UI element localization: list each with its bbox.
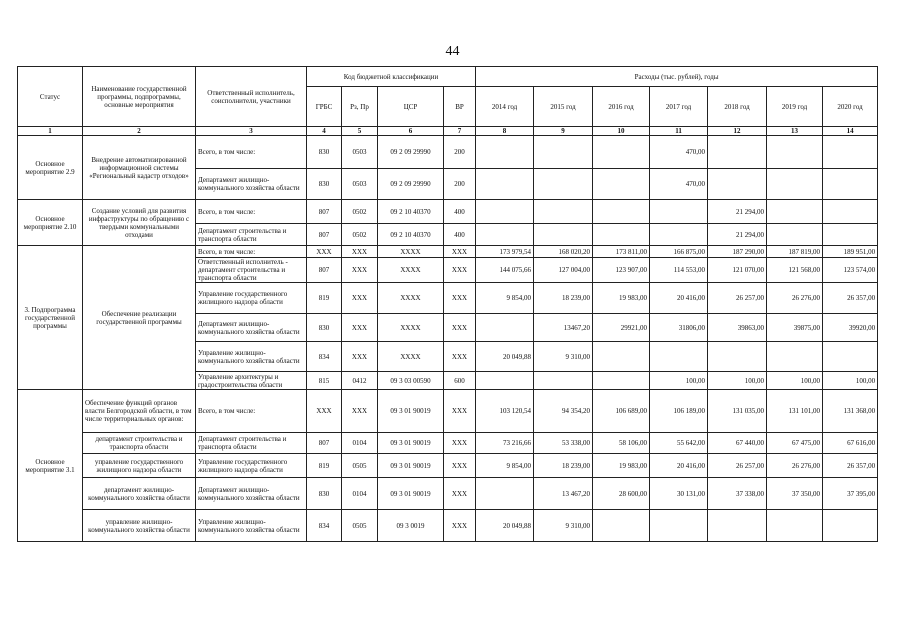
- grbs-cell: 830: [307, 136, 342, 169]
- expense-cell: 9 854,00: [476, 454, 534, 478]
- page-number: 44: [445, 44, 460, 59]
- rzpr-cell: 0104: [342, 478, 378, 510]
- column-index: 3: [196, 127, 307, 136]
- header-rzpr: Рз, Пр: [342, 87, 378, 127]
- responsible-cell: Всего, в том числе:: [196, 246, 307, 258]
- status-cell: Основное мероприятие 2.10: [18, 200, 83, 246]
- csr-cell: 09 3 03 00590: [378, 372, 444, 390]
- column-index: 8: [476, 127, 534, 136]
- vr-cell: ХХХ: [444, 283, 476, 314]
- expense-cell: 106 689,00: [593, 390, 650, 433]
- table-row: [18, 510, 878, 542]
- rzpr-cell: 0412: [342, 372, 378, 390]
- vr-cell: ХХХ: [444, 510, 476, 542]
- expense-cell: 94 354,20: [534, 390, 593, 433]
- expense-cell: 67 475,00: [767, 433, 823, 454]
- expense-cell: 26 276,00: [767, 283, 823, 314]
- grbs-cell: 819: [307, 283, 342, 314]
- column-index: 14: [823, 127, 878, 136]
- csr-cell: 09 3 01 90019: [378, 433, 444, 454]
- expense-cell: [476, 314, 534, 342]
- expense-cell: 127 004,00: [534, 258, 593, 283]
- expense-cell: 114 553,00: [650, 258, 708, 283]
- expense-cell: [650, 342, 708, 372]
- expense-cell: [476, 478, 534, 510]
- csr-cell: 09 3 0019: [378, 510, 444, 542]
- expense-cell: 100,00: [708, 372, 767, 390]
- expense-cell: 20 049,88: [476, 342, 534, 372]
- header-grbs: ГРБС: [307, 87, 342, 127]
- expense-cell: [823, 342, 878, 372]
- expense-cell: [650, 200, 708, 224]
- expense-cell: 103 120,54: [476, 390, 534, 433]
- header-year-2015: 2015 год: [534, 87, 593, 127]
- expense-cell: 20 416,00: [650, 283, 708, 314]
- column-index: 4: [307, 127, 342, 136]
- csr-cell: 09 3 01 90019: [378, 478, 444, 510]
- expense-cell: [708, 136, 767, 169]
- table-row: [18, 390, 878, 433]
- status-cell: 3. Подпрограмма государственной программы: [18, 246, 83, 390]
- expense-cell: [767, 224, 823, 246]
- header-budget-code: Код бюджетной классификации: [307, 67, 476, 87]
- expense-cell: 173 979,54: [476, 246, 534, 258]
- vr-cell: 200: [444, 169, 476, 200]
- expense-cell: 58 106,00: [593, 433, 650, 454]
- csr-cell: 09 2 10 40370: [378, 224, 444, 246]
- program-name-cell: департамент строительства и транспорта области: [83, 433, 196, 454]
- header-year-2018: 2018 год: [708, 87, 767, 127]
- csr-cell: ХХХХ: [378, 283, 444, 314]
- expense-cell: 9 310,00: [534, 510, 593, 542]
- expense-cell: 121 568,00: [767, 258, 823, 283]
- rzpr-cell: 0503: [342, 136, 378, 169]
- rzpr-cell: ХХХ: [342, 258, 378, 283]
- expense-cell: 73 216,66: [476, 433, 534, 454]
- vr-cell: 600: [444, 372, 476, 390]
- expense-cell: 37 350,00: [767, 478, 823, 510]
- grbs-cell: 830: [307, 478, 342, 510]
- grbs-cell: 830: [307, 314, 342, 342]
- header-year-2016: 2016 год: [593, 87, 650, 127]
- csr-cell: 09 2 09 29990: [378, 169, 444, 200]
- program-name-cell: Внедрение автоматизированной информационной системы «Региональный кадастр отходов»: [83, 136, 196, 200]
- csr-cell: ХХХХ: [378, 314, 444, 342]
- program-name-cell: управление жилищно-коммунального хозяйства области: [83, 510, 196, 542]
- expense-cell: [767, 200, 823, 224]
- expense-cell: 131 035,00: [708, 390, 767, 433]
- expense-cell: [767, 342, 823, 372]
- vr-cell: 200: [444, 136, 476, 169]
- column-index: 9: [534, 127, 593, 136]
- header-csr: ЦСР: [378, 87, 444, 127]
- grbs-cell: 830: [307, 169, 342, 200]
- grbs-cell: 834: [307, 510, 342, 542]
- expense-cell: 19 983,00: [593, 454, 650, 478]
- grbs-cell: ХХХ: [307, 246, 342, 258]
- expense-cell: [593, 224, 650, 246]
- expense-cell: [823, 510, 878, 542]
- status-cell: Основное мероприятие 3.1: [18, 390, 83, 542]
- expense-cell: 166 875,00: [650, 246, 708, 258]
- expense-cell: 144 075,66: [476, 258, 534, 283]
- responsible-cell: Департамент жилищно-коммунального хозяйства области: [196, 478, 307, 510]
- table-body: [18, 136, 878, 542]
- header-responsible: Ответственный исполнитель, соисполнители, участники: [196, 67, 307, 127]
- column-index-row: [18, 127, 878, 136]
- expense-cell: 13467,20: [534, 314, 593, 342]
- expense-cell: 20 416,00: [650, 454, 708, 478]
- expense-cell: [476, 169, 534, 200]
- expense-cell: [593, 136, 650, 169]
- expense-cell: [767, 510, 823, 542]
- grbs-cell: 807: [307, 258, 342, 283]
- csr-cell: ХХХХ: [378, 258, 444, 283]
- expense-cell: [593, 372, 650, 390]
- csr-cell: 09 3 01 90019: [378, 454, 444, 478]
- vr-cell: 400: [444, 200, 476, 224]
- program-name-cell: департамент жилищно-коммунального хозяйства области: [83, 478, 196, 510]
- column-index: 6: [378, 127, 444, 136]
- expense-cell: 20 049,88: [476, 510, 534, 542]
- rzpr-cell: ХХХ: [342, 342, 378, 372]
- expense-cell: 21 294,00: [708, 200, 767, 224]
- column-index: 1: [18, 127, 83, 136]
- expense-cell: 28 600,00: [593, 478, 650, 510]
- expense-cell: 18 239,00: [534, 454, 593, 478]
- expense-cell: 123 907,00: [593, 258, 650, 283]
- grbs-cell: 807: [307, 200, 342, 224]
- column-index: 11: [650, 127, 708, 136]
- expense-cell: 189 951,00: [823, 246, 878, 258]
- expense-cell: [476, 200, 534, 224]
- expense-cell: 187 819,00: [767, 246, 823, 258]
- expense-cell: 131 368,00: [823, 390, 878, 433]
- responsible-cell: Ответственный исполнитель - департамент строительства и транспорта области: [196, 258, 307, 283]
- expense-cell: [823, 224, 878, 246]
- expense-cell: [650, 510, 708, 542]
- rzpr-cell: 0503: [342, 169, 378, 200]
- responsible-cell: Департамент строительства и транспорта области: [196, 224, 307, 246]
- header-year-2019: 2019 год: [767, 87, 823, 127]
- expense-cell: 100,00: [767, 372, 823, 390]
- responsible-cell: Управление государственного жилищного надзора области: [196, 283, 307, 314]
- responsible-cell: Департамент строительства и транспорта области: [196, 433, 307, 454]
- expense-cell: 13 467,20: [534, 478, 593, 510]
- vr-cell: ХХХ: [444, 390, 476, 433]
- vr-cell: ХХХ: [444, 258, 476, 283]
- expense-cell: 29921,00: [593, 314, 650, 342]
- expense-cell: 26 257,00: [708, 454, 767, 478]
- column-index: 5: [342, 127, 378, 136]
- grbs-cell: 807: [307, 433, 342, 454]
- table-row: [18, 478, 878, 510]
- expense-cell: [823, 200, 878, 224]
- rzpr-cell: ХХХ: [342, 246, 378, 258]
- vr-cell: ХХХ: [444, 314, 476, 342]
- expense-cell: 26 357,00: [823, 454, 878, 478]
- expense-cell: 37 338,00: [708, 478, 767, 510]
- expense-cell: 53 338,00: [534, 433, 593, 454]
- program-name-cell: Создание условий для развития инфраструктуры по обращению с твердыми коммунальными отходами: [83, 200, 196, 246]
- vr-cell: ХХХ: [444, 342, 476, 372]
- column-index: 2: [83, 127, 196, 136]
- header-year-2017: 2017 год: [650, 87, 708, 127]
- expense-cell: 131 101,00: [767, 390, 823, 433]
- responsible-cell: Всего, в том числе:: [196, 390, 307, 433]
- expense-cell: 187 290,00: [708, 246, 767, 258]
- expense-cell: [708, 510, 767, 542]
- responsible-cell: Департамент жилищно-коммунального хозяйства области: [196, 169, 307, 200]
- expense-cell: [650, 224, 708, 246]
- column-index: 13: [767, 127, 823, 136]
- vr-cell: ХХХ: [444, 433, 476, 454]
- expense-cell: [593, 342, 650, 372]
- column-index: 10: [593, 127, 650, 136]
- responsible-cell: Управление архитектуры и градостроительства области: [196, 372, 307, 390]
- expense-cell: 26 357,00: [823, 283, 878, 314]
- header-name: Наименование государственной программы, подпрограммы, основные мероприятия: [83, 67, 196, 127]
- csr-cell: ХХХХ: [378, 246, 444, 258]
- responsible-cell: Всего, в том числе:: [196, 136, 307, 169]
- responsible-cell: Департамент жилищно-коммунального хозяйства области: [196, 314, 307, 342]
- expense-cell: [534, 200, 593, 224]
- expense-cell: 100,00: [650, 372, 708, 390]
- vr-cell: ХХХ: [444, 246, 476, 258]
- expense-cell: 67 616,00: [823, 433, 878, 454]
- grbs-cell: ХХХ: [307, 390, 342, 433]
- expense-cell: [476, 372, 534, 390]
- responsible-cell: Управление жилищно-коммунального хозяйства области: [196, 510, 307, 542]
- expense-cell: [708, 342, 767, 372]
- program-name-cell: Обеспечение реализации государственной программы: [83, 246, 196, 390]
- vr-cell: ХХХ: [444, 454, 476, 478]
- expense-cell: [534, 372, 593, 390]
- table-row: [18, 246, 878, 258]
- expense-cell: 470,00: [650, 169, 708, 200]
- expense-cell: 19 983,00: [593, 283, 650, 314]
- table-row: [18, 200, 878, 224]
- header-vr: ВР: [444, 87, 476, 127]
- expense-cell: 173 811,00: [593, 246, 650, 258]
- expense-cell: 30 131,00: [650, 478, 708, 510]
- expense-cell: [708, 169, 767, 200]
- expense-cell: [593, 510, 650, 542]
- expense-cell: 9 854,00: [476, 283, 534, 314]
- expense-cell: [593, 169, 650, 200]
- grbs-cell: 815: [307, 372, 342, 390]
- expense-cell: [823, 136, 878, 169]
- expense-cell: 39875,00: [767, 314, 823, 342]
- expense-cell: [823, 169, 878, 200]
- expense-cell: [476, 136, 534, 169]
- expense-cell: 100,00: [823, 372, 878, 390]
- header-year-2020: 2020 год: [823, 87, 878, 127]
- expense-cell: [476, 224, 534, 246]
- expense-cell: 18 239,00: [534, 283, 593, 314]
- expense-cell: 106 189,00: [650, 390, 708, 433]
- rzpr-cell: 0505: [342, 454, 378, 478]
- expense-cell: [534, 136, 593, 169]
- program-name-cell: управление государственного жилищного надзора области: [83, 454, 196, 478]
- table-row: [18, 433, 878, 454]
- expense-cell: 123 574,00: [823, 258, 878, 283]
- rzpr-cell: 0502: [342, 224, 378, 246]
- expense-cell: 31806,00: [650, 314, 708, 342]
- responsible-cell: Управление жилищно-коммунального хозяйства области: [196, 342, 307, 372]
- table-row: [18, 136, 878, 169]
- expense-cell: 55 642,00: [650, 433, 708, 454]
- grbs-cell: 819: [307, 454, 342, 478]
- header-status: Статус: [18, 67, 83, 127]
- program-name-cell: Обеспечение функций органов власти Белгородской области, в том числе территориальных органов:: [83, 390, 196, 433]
- vr-cell: ХХХ: [444, 478, 476, 510]
- grbs-cell: 834: [307, 342, 342, 372]
- rzpr-cell: 0104: [342, 433, 378, 454]
- expense-cell: [593, 200, 650, 224]
- csr-cell: 09 3 01 90019: [378, 390, 444, 433]
- expense-cell: 470,00: [650, 136, 708, 169]
- expense-cell: 26 276,00: [767, 454, 823, 478]
- csr-cell: 09 2 09 29990: [378, 136, 444, 169]
- rzpr-cell: 0502: [342, 200, 378, 224]
- expense-cell: 26 257,00: [708, 283, 767, 314]
- table-row: [18, 454, 878, 478]
- rzpr-cell: ХХХ: [342, 390, 378, 433]
- expense-cell: 21 294,00: [708, 224, 767, 246]
- status-cell: Основное мероприятие 2.9: [18, 136, 83, 200]
- column-index: 7: [444, 127, 476, 136]
- responsible-cell: Всего, в том числе:: [196, 200, 307, 224]
- expense-cell: 37 395,00: [823, 478, 878, 510]
- expense-cell: 121 070,00: [708, 258, 767, 283]
- header-year-2014: 2014 год: [476, 87, 534, 127]
- expense-cell: 168 020,20: [534, 246, 593, 258]
- expense-cell: [767, 169, 823, 200]
- grbs-cell: 807: [307, 224, 342, 246]
- expense-cell: 9 310,00: [534, 342, 593, 372]
- expense-cell: [767, 136, 823, 169]
- rzpr-cell: ХХХ: [342, 283, 378, 314]
- rzpr-cell: 0505: [342, 510, 378, 542]
- expense-cell: 39863,00: [708, 314, 767, 342]
- rzpr-cell: ХХХ: [342, 314, 378, 342]
- csr-cell: ХХХХ: [378, 342, 444, 372]
- csr-cell: 09 2 10 40370: [378, 200, 444, 224]
- expense-cell: [534, 169, 593, 200]
- expense-cell: [534, 224, 593, 246]
- responsible-cell: Управление государственного жилищного надзора области: [196, 454, 307, 478]
- header-expenses: Расходы (тыс. рублей), годы: [476, 67, 878, 87]
- budget-table: [17, 66, 878, 542]
- expense-cell: 39920,00: [823, 314, 878, 342]
- column-index: 12: [708, 127, 767, 136]
- vr-cell: 400: [444, 224, 476, 246]
- expense-cell: 67 440,00: [708, 433, 767, 454]
